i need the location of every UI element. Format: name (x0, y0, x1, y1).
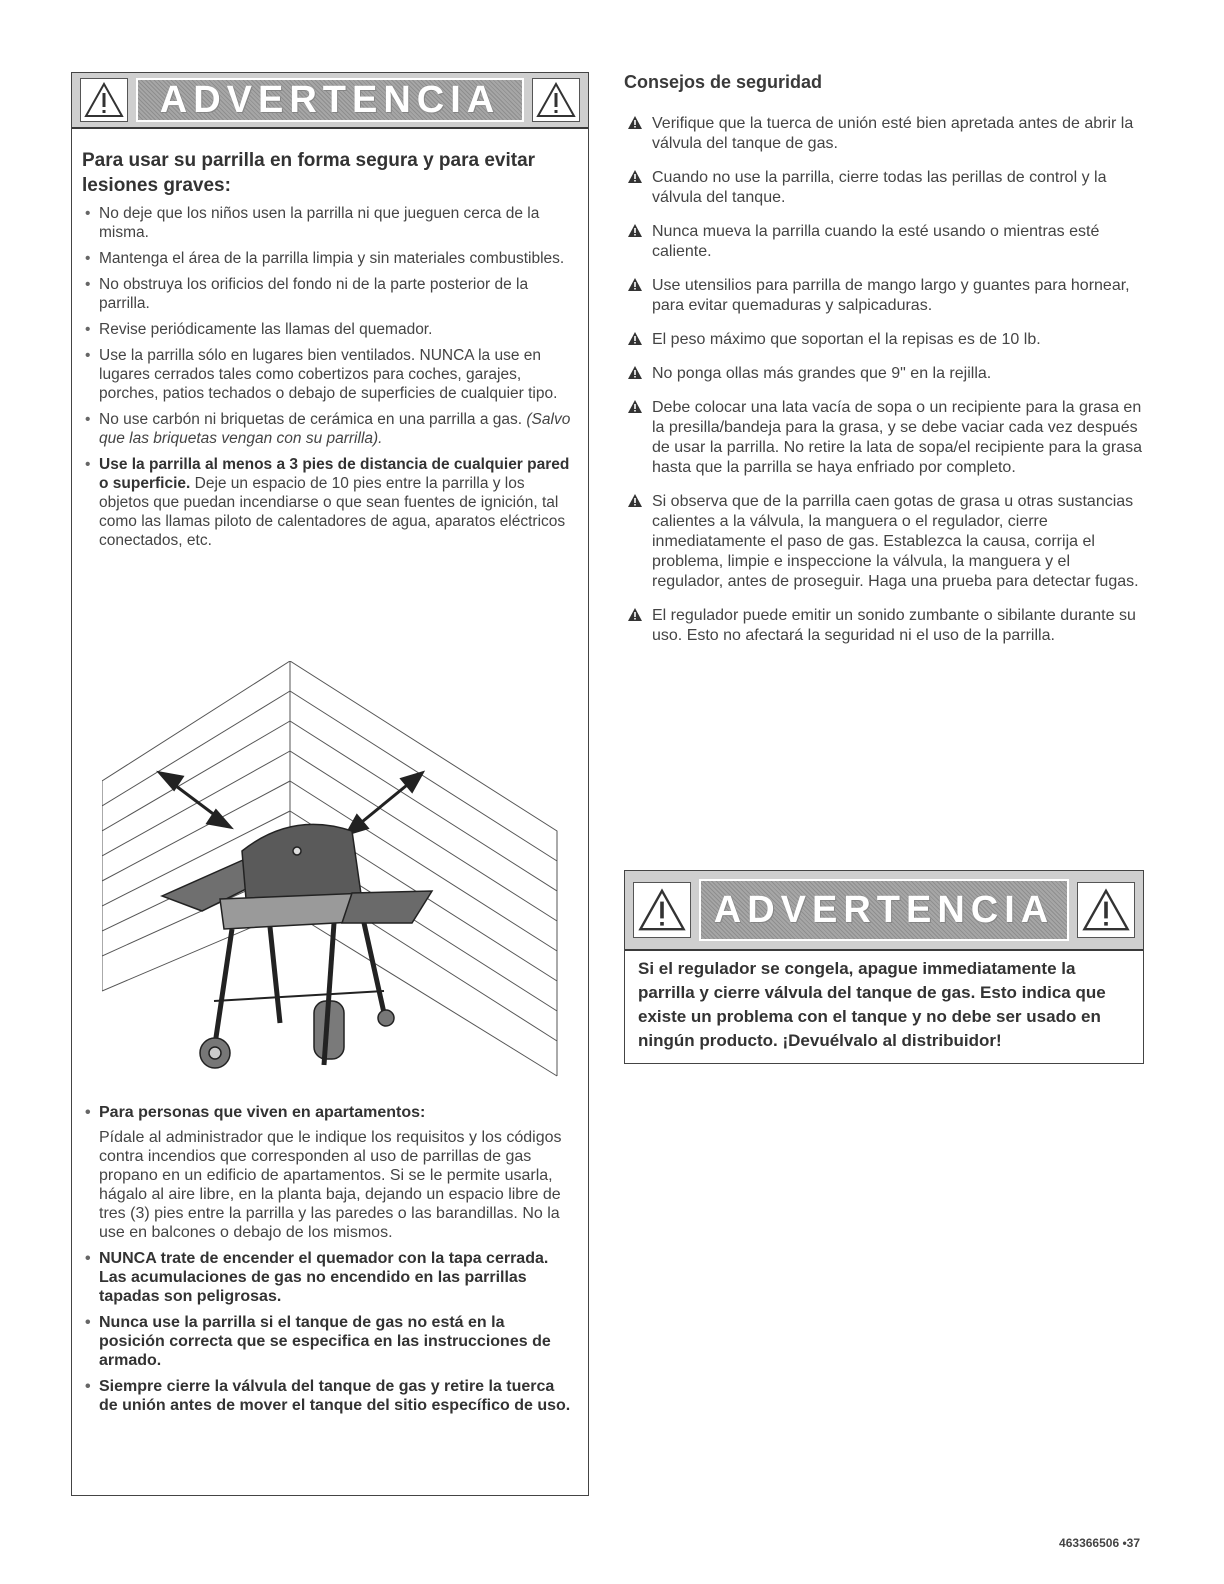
list-item-text: No use carbón ni briquetas de cerámica en una parrilla a gas. (99, 411, 523, 428)
warning-icon (628, 608, 642, 621)
regulator-warning-text: Si el regulador se congela, apague immediatamente la parrilla y cierre válvula del tanque de gas. Esto indica que existe un problema con el tanque y no debe ser usado en ningún producto. ¡Devuélvalo al distribuidor! (638, 959, 1106, 1050)
tip-text: Use utensilios para parrilla de mango largo y guantes para hornear, para evitar quemaduras y salpicaduras. (652, 277, 1130, 314)
warning-icon (628, 116, 642, 129)
apartments-heading: Para personas que viven en apartamentos: (99, 1104, 426, 1121)
warning-banner (72, 73, 588, 129)
list-item: • Revise periódicamente las llamas del quemador. (82, 320, 574, 339)
warning-icon (628, 278, 642, 291)
tip-item (624, 398, 1144, 478)
list-item: • NUNCA trate de encender el quemador con la tapa cerrada. Las acumulaciones de gas no encendido en las parrillas tapadas son peligrosas. (82, 1249, 574, 1306)
safety-list-continued (82, 1103, 574, 1422)
tip-item (624, 492, 1144, 592)
list-item: • Use la parrilla sólo en lugares bien ventilados. NUNCA la use en lugares cerrados tales como cobertizos para coches, garajes, porches, patios techados o debajo de superficies de cualquier tipo. (82, 346, 574, 403)
warning-triangle-icon (633, 882, 691, 938)
tip-text: El peso máximo que soportan el la repisas es de 10 lb. (652, 331, 1041, 348)
list-item: • Mantenga el área de la parrilla limpia y sin materiales combustibles. (82, 249, 574, 268)
safety-tips-list (624, 114, 1144, 660)
list-item-apartments (82, 1103, 574, 1242)
banner-title: ADVERTENCIA (159, 78, 501, 121)
list-item: • No obstruya los orificios del fondo ni de la parte posterior de la parrilla. (82, 275, 574, 313)
safety-tips-title: Consejos de seguridad (624, 72, 823, 92)
tip-text: Verifique que la tuerca de unión esté bien apretada antes de abrir la válvula del tanque de gas. (652, 115, 1134, 152)
warning-banner (625, 871, 1143, 951)
left-warning-box (71, 72, 589, 1496)
apartments-text: Pídale al administrador que le indique los requisitos y los códigos contra incendios que corresponden al uso de parrillas de gas propano en un edificio de apartamentos. Si se le permite usarla, hágalo al aire libre, en la planta baja, dejando un espacio libre de tres (3) pies entre la parrilla y las paredes o las barandillas. No la use en balcones o debajo de los mismos. (99, 1129, 562, 1241)
list-item-charcoal (82, 410, 574, 448)
warning-icon (628, 332, 642, 345)
warning-triangle-icon (80, 78, 128, 122)
tip-item (624, 276, 1144, 316)
warning-triangle-icon (1077, 882, 1135, 938)
warning-icon (628, 494, 642, 507)
tip-text: Si observa que de la parrilla caen gotas de grasa u otras sustancias calientes a la válvula, la manguera o el regulador, cierre inmediatamente el paso de gas. Establezca la causa, corrija el problema, limpie e inspeccione la válvula, la manguera y el regulador, antes de proseguir. Haga una prueba para detectar fugas. (652, 493, 1139, 590)
tip-item (624, 168, 1144, 208)
list-item: • Nunca use la parrilla si el tanque de gas no está en la posición correcta que se especifica en las instrucciones de armado. (82, 1313, 574, 1370)
tip-item (624, 114, 1144, 154)
list-item-text: Deje un espacio de 10 pies entre la parrilla y los objetos que puedan incendiarse o que sean fuentes de ignición, tal como las llamas piloto de calentadores de agua, aparatos eléctricos conectados, etc. (99, 475, 566, 549)
right-warning-box (624, 870, 1144, 1064)
list-item-note: (Salvo que las briquetas vengan con su parrilla). (99, 411, 571, 447)
list-item-distance (82, 455, 574, 550)
grill-clearance-illustration (102, 661, 572, 1091)
warning-icon (628, 400, 642, 413)
tip-item (624, 222, 1144, 262)
tip-text: Nunca mueva la parrilla cuando la esté usando o mientras esté caliente. (652, 223, 1100, 260)
safety-list (82, 204, 574, 557)
banner-title: ADVERTENCIA (713, 888, 1055, 931)
tip-text: El regulador puede emitir un sonido zumbante o sibilante durante su uso. Esto no afectará la seguridad ni el uso de la parrilla. (652, 607, 1136, 644)
tip-text: No ponga ollas más grandes que 9" en la rejilla. (652, 365, 992, 382)
warning-icon (628, 366, 642, 379)
list-item: • Siempre cierre la válvula del tanque de gas y retire la tuerca de unión antes de mover el tanque del sitio específico de uso. (82, 1377, 574, 1415)
warning-heading: Para usar su parrilla en forma segura y para evitar lesiones graves: (82, 150, 536, 196)
list-item-bold: Use la parrilla al menos a 3 pies de distancia de cualquier pared o superficie. (99, 456, 570, 492)
warning-triangle-icon (532, 78, 580, 122)
tip-text: Cuando no use la parrilla, cierre todas las perillas de control y la válvula del tanque. (652, 169, 1107, 206)
tip-item (624, 364, 1144, 384)
tip-text: Debe colocar una lata vacía de sopa o un recipiente para la grasa en la presilla/bandeja para la grasa, y se debe vaciar cada vez después de usar la parrilla. No retire la lata de sopa/el recipiente para la grasa hasta que la parrilla se haya enfriado por completo. (652, 399, 1143, 476)
warning-icon (628, 224, 642, 237)
list-item: • No deje que los niños usen la parrilla ni que jueguen cerca de la misma. (82, 204, 574, 242)
warning-icon (628, 170, 642, 183)
tip-item (624, 606, 1144, 646)
page-number: 463366506 •37 (1059, 1536, 1140, 1550)
tip-item (624, 330, 1144, 350)
